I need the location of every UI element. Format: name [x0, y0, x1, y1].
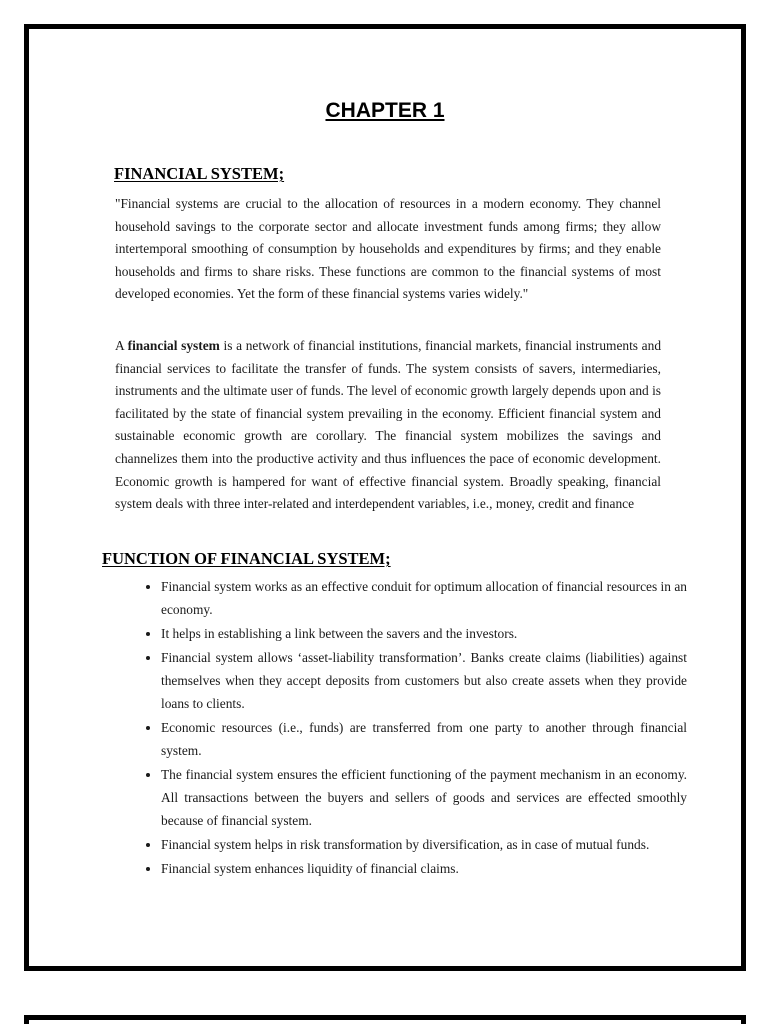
list-item: • Financial system enhances liquidity of financial claims. [161, 857, 687, 880]
quote-paragraph: "Financial systems are crucial to the allocation of resources in a modern economy. They channel household savings to the corporate sector and allocate investment funds among firms; they allow intertemporal smoothing of consumption by households and expenditures by firms; and they enable households and firms to share risks. These functions are common to the financial systems of most developed economies. Yet the form of these financial systems varies widely." [115, 196, 661, 302]
page-frame [24, 24, 746, 971]
chapter-title: CHAPTER 1 [325, 99, 445, 122]
list-item: • Economic resources (i.e., funds) are transferred from one party to another through financial system. [161, 716, 687, 762]
definition-text: is a network of financial institutions, financial markets, financial instruments and financial services to facilitate the transfer of funds. The system consists of savers, intermediaries, instruments and the ultimate user of funds. The level of economic growth largely depends upon and is facilitated by the state of financial system prevailing in the economy. Efficient financial system and sustainable economic growth are corollary. The financial system mobilizes the savings and channelizes them into the productive activity and thus influences the pace of economic development. Economic growth is hampered for want of effective financial system. Broadly speaking, financial system deals with three inter-related and interdependent variables, i.e., money, credit and finance [115, 338, 662, 512]
functions-list [135, 575, 687, 881]
section-heading-financial-system: FINANCIAL SYSTEM; [114, 164, 285, 183]
list-item: • Financial system helps in risk transformation by diversification, as in case of mutual funds. [161, 833, 687, 856]
definition-term: financial system [127, 338, 220, 353]
section-heading-functions: FUNCTION OF FINANCIAL SYSTEM; [102, 549, 391, 568]
list-item: • Financial system works as an effective conduit for optimum allocation of financial resources in an economy. [161, 575, 687, 621]
list-item: • The financial system ensures the efficient functioning of the payment mechanism in an economy. All transactions between the buyers and sellers of goods and services are effected smoothly because of financial system. [161, 763, 687, 832]
definition-paragraph [115, 335, 661, 516]
next-page-frame [24, 1015, 746, 1024]
list-item: • Financial system allows ‘asset-liability transformation’. Banks create claims (liabilities) against themselves when they accept deposits from customers but also create assets when they provide loans to clients. [161, 646, 687, 715]
list-item: • It helps in establishing a link between the savers and the investors. [161, 622, 687, 645]
definition-prefix: A [115, 338, 128, 353]
